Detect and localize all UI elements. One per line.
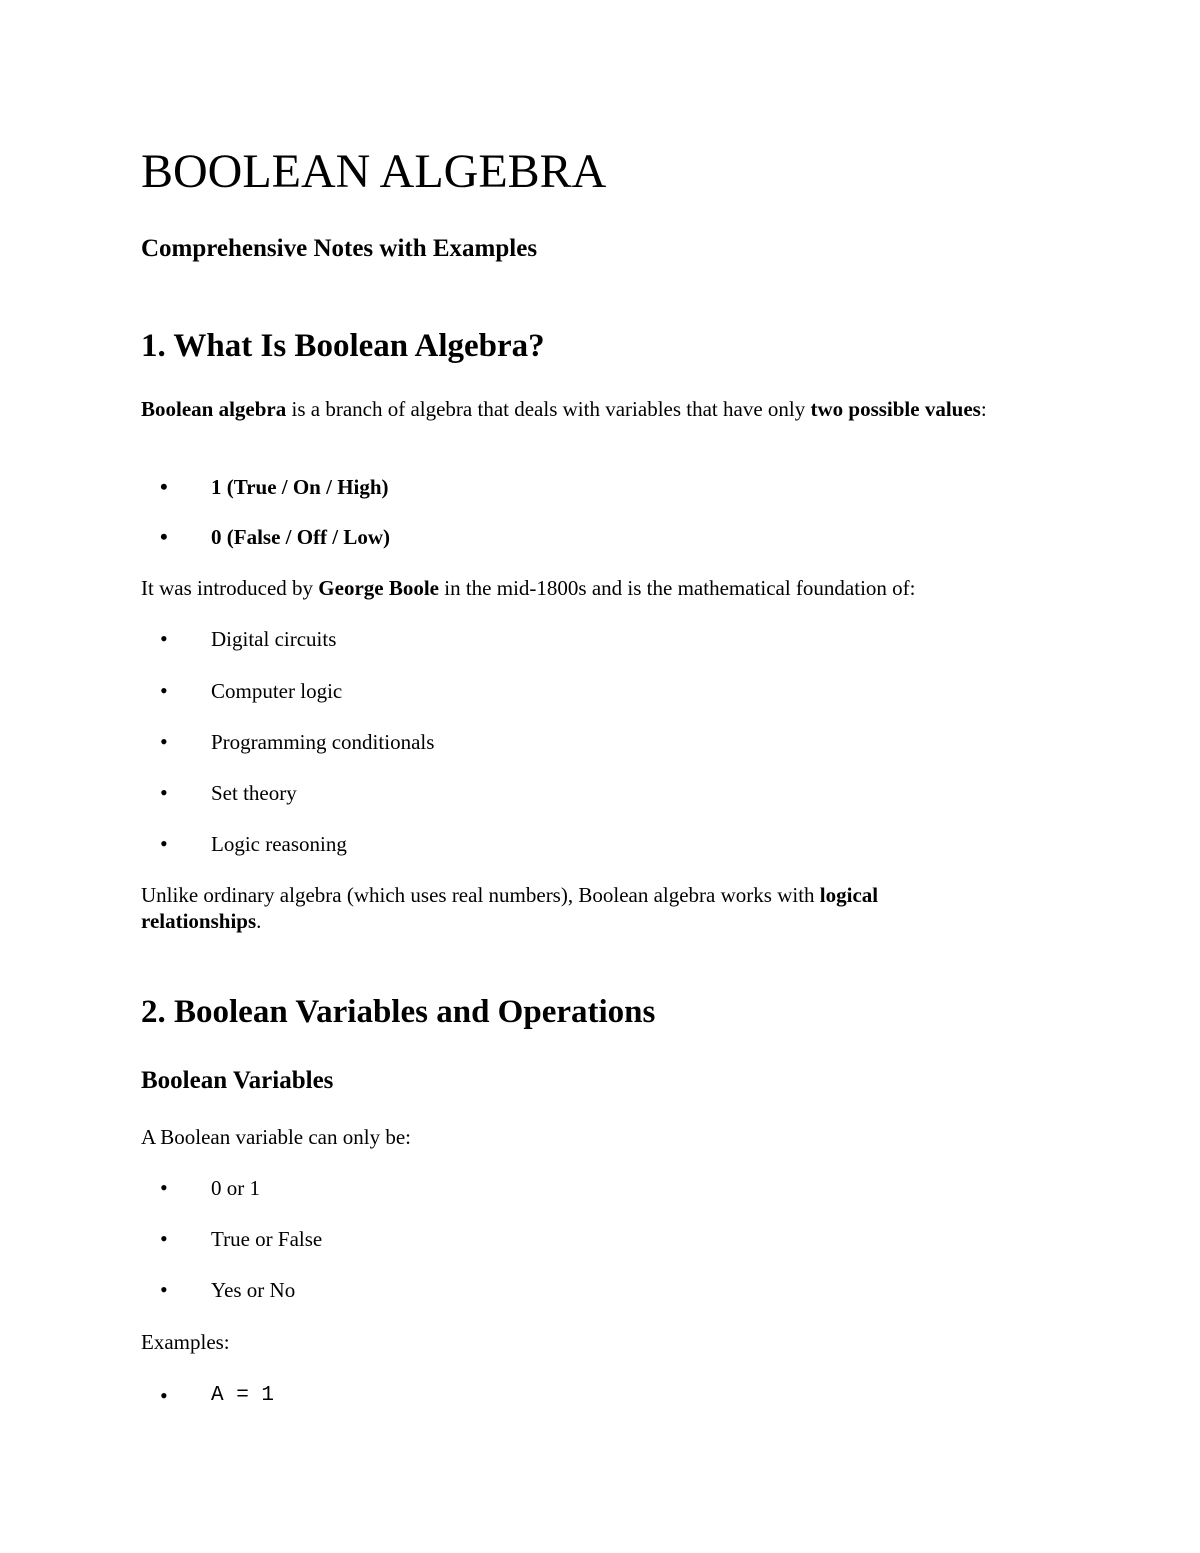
- document-page: BOOLEAN ALGEBRA Comprehensive Notes with Examples 1. What Is Boolean Algebra? Boolean algebra is a branch of algebra that deals with variables that have only two possible values: • 1 (True / On / High) • 0 (False / Off / Low) It was introduced by George Boole in the mid-1800s and is the mathematical foundation of: • Digital circuits • Computer logic • Programming conditionals • Set theory • Logic reasoning Unlike ordinary algebra (which uses real numbers), Boolean algebra works with logical relationships. 2. Boolean Variables and Operations Boolean Variables A Boolean variable can only be: • 0 or 1 • True or False • Yes or No Examples: • A = 1: [0, 0, 1200, 1553]
- section-2-heading: 2. Boolean Variables and Operations: [141, 994, 656, 1030]
- bullet-icon: •: [160, 1175, 168, 1200]
- section-2-intro: A Boolean variable can only be:: [141, 1125, 411, 1149]
- bullet-icon: •: [160, 1226, 168, 1251]
- emph-logical-relationships: logical relationships: [141, 883, 879, 933]
- intro-text-b: :: [980, 397, 987, 421]
- emph-two-values: two possible values: [810, 397, 981, 421]
- document-title: BOOLEAN ALGEBRA: [141, 145, 607, 198]
- bullet-icon: •: [160, 474, 168, 499]
- document-subtitle: Comprehensive Notes with Examples: [141, 235, 538, 262]
- bullet-icon: •: [160, 1277, 168, 1302]
- bullet-icon: •: [160, 831, 168, 856]
- section-1-intro: [141, 396, 1041, 422]
- section-1-heading: 1. What Is Boolean Algebra?: [141, 328, 545, 364]
- section-1-origin: It was introduced by George Boole in the mid-1800s and is the mathematical foundation of:: [141, 576, 916, 600]
- bullet-icon: •: [160, 678, 168, 703]
- code-example: A = 1: [211, 1384, 275, 1407]
- subheading-boolean-variables: Boolean Variables: [141, 1067, 334, 1094]
- intro-text-a: is a branch of algebra that deals with variables that have only: [286, 397, 811, 421]
- bullet-icon: •: [160, 1383, 168, 1408]
- bullet-icon: •: [160, 729, 168, 754]
- section-1-contrast: Unlike ordinary algebra (which uses real numbers), Boolean algebra works with logical relationships.: [141, 883, 879, 933]
- bullet-icon: •: [160, 780, 168, 805]
- term-boolean-algebra: Boolean algebra: [141, 397, 287, 421]
- bullet-icon: •: [160, 524, 168, 549]
- bullet-icon: •: [160, 626, 168, 651]
- examples-label: Examples:: [141, 1330, 230, 1354]
- person-george-boole: George Boole: [318, 576, 440, 600]
